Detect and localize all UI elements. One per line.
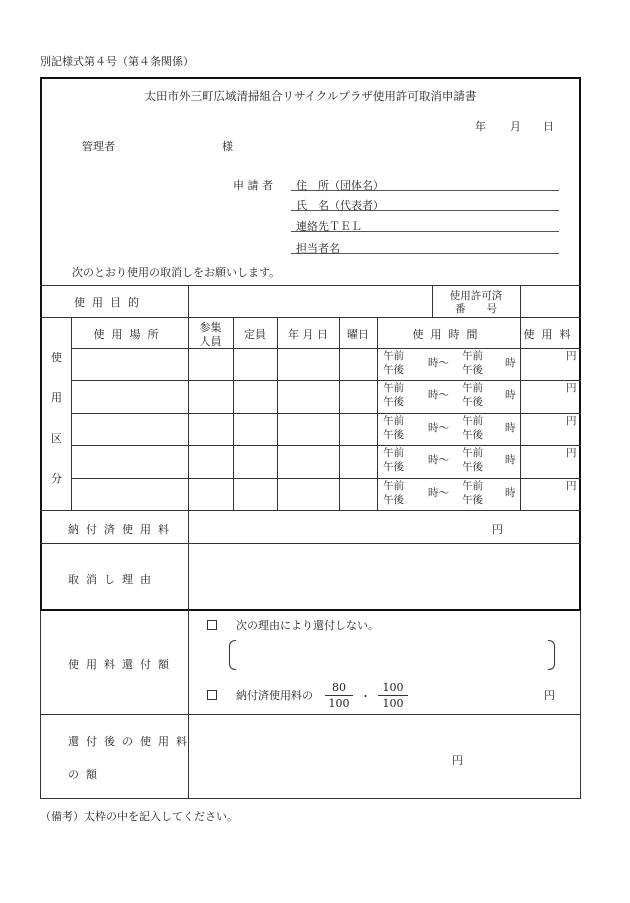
date-cell[interactable] bbox=[278, 349, 339, 379]
hour-to-label: 時 bbox=[505, 357, 516, 369]
participants-cell[interactable] bbox=[189, 381, 233, 411]
cancel-reason-input[interactable] bbox=[189, 544, 579, 610]
pm-label: 午後 bbox=[462, 429, 483, 441]
pm-label: 午後 bbox=[383, 364, 404, 376]
fee-cell[interactable] bbox=[521, 479, 565, 509]
form-title: 太田市外三町広域清掃組合リサイクルプラザ使用許可取消申請書 bbox=[144, 89, 477, 103]
fee-cell[interactable] bbox=[521, 446, 565, 476]
capacity-cell[interactable] bbox=[234, 446, 277, 476]
hour-from-label: 時〜 bbox=[428, 389, 449, 401]
applicant-name-line[interactable] bbox=[291, 210, 559, 211]
place-cell[interactable] bbox=[72, 381, 188, 411]
permit-number-input[interactable] bbox=[521, 286, 579, 317]
request-text: 次のとおり使用の取消しをお願いします。 bbox=[72, 266, 281, 279]
applicant-name-label: 氏 名（代表者） bbox=[296, 199, 384, 212]
after-refund-yen: 円 bbox=[452, 754, 463, 767]
place-cell[interactable] bbox=[72, 349, 188, 379]
applicant-address-line[interactable] bbox=[291, 190, 559, 191]
purpose-input[interactable] bbox=[189, 286, 431, 317]
after-refund-label-2: の額 bbox=[68, 768, 104, 781]
bracket-right bbox=[548, 640, 555, 670]
am-label: 午前 bbox=[383, 447, 404, 459]
fraction-1-numerator: 80 bbox=[332, 681, 346, 694]
refund-option-1-checkbox[interactable] bbox=[207, 620, 217, 630]
refund-reason-input[interactable] bbox=[238, 640, 543, 668]
date-cell[interactable] bbox=[278, 381, 339, 411]
permit-label-2: 番 号 bbox=[455, 303, 497, 315]
am-label: 午前 bbox=[462, 415, 483, 427]
hour-from-label: 時〜 bbox=[428, 422, 449, 434]
weekday-cell[interactable] bbox=[340, 381, 377, 411]
am-label: 午前 bbox=[383, 350, 404, 362]
am-label: 午前 bbox=[383, 480, 404, 492]
am-label: 午前 bbox=[383, 382, 404, 394]
capacity-cell[interactable] bbox=[234, 381, 277, 411]
hour-to-label: 時 bbox=[505, 422, 516, 434]
col-fee-header: 使用料 bbox=[523, 328, 578, 341]
applicant-address-label: 住 所（団体名） bbox=[296, 179, 384, 192]
divider bbox=[40, 317, 581, 318]
refund-option-2-label: 納付済使用料の bbox=[236, 689, 313, 702]
participants-cell[interactable] bbox=[189, 414, 233, 444]
participants-cell[interactable] bbox=[189, 349, 233, 379]
form-header-note: 別記様式第４号（第４条関係） bbox=[40, 55, 194, 68]
am-label: 午前 bbox=[462, 350, 483, 362]
col-weekday-header: 曜日 bbox=[347, 328, 369, 341]
applicant-tel-label: 連絡先ＴＥＬ bbox=[296, 220, 362, 233]
participants-cell[interactable] bbox=[189, 479, 233, 509]
pm-label: 午後 bbox=[383, 429, 404, 441]
date-cell[interactable] bbox=[278, 414, 339, 444]
footnote: （備考）太枠の中を記入してください。 bbox=[40, 810, 238, 823]
am-label: 午前 bbox=[462, 382, 483, 394]
fraction-bar bbox=[378, 695, 408, 696]
weekday-cell[interactable] bbox=[340, 446, 377, 476]
after-refund-label-1: 還付後の使用料 bbox=[68, 735, 194, 748]
date-cell[interactable] bbox=[278, 446, 339, 476]
cancel-reason-label: 取消し理由 bbox=[68, 573, 158, 586]
fraction-separator: ・ bbox=[360, 690, 371, 703]
hour-to-label: 時 bbox=[505, 487, 516, 499]
weekday-cell[interactable] bbox=[340, 349, 377, 379]
capacity-cell[interactable] bbox=[234, 414, 277, 444]
pm-label: 午後 bbox=[383, 494, 404, 506]
permit-label-1: 使用許可済 bbox=[449, 290, 503, 302]
pm-label: 午後 bbox=[462, 364, 483, 376]
pm-label: 午後 bbox=[462, 494, 483, 506]
am-label: 午前 bbox=[383, 415, 404, 427]
paid-fee-label: 納付済使用料 bbox=[68, 523, 176, 536]
hour-from-label: 時〜 bbox=[428, 357, 449, 369]
capacity-cell[interactable] bbox=[234, 479, 277, 509]
applicant-tel-line[interactable] bbox=[291, 231, 559, 232]
hour-to-label: 時 bbox=[505, 454, 516, 466]
fee-yen-label: 円 bbox=[566, 415, 577, 427]
date-year-label: 年 bbox=[475, 120, 486, 133]
pm-label: 午後 bbox=[383, 461, 404, 473]
fee-cell[interactable] bbox=[521, 414, 565, 444]
col-capacity-header: 定員 bbox=[244, 328, 266, 341]
col-time-header: 使用時間 bbox=[412, 328, 485, 341]
date-day-label: 日 bbox=[543, 120, 554, 133]
col-participants-header-1: 参集 bbox=[199, 321, 222, 334]
am-label: 午前 bbox=[462, 447, 483, 459]
section-label-char: 用 bbox=[51, 391, 62, 404]
capacity-cell[interactable] bbox=[234, 349, 277, 379]
am-label: 午前 bbox=[462, 480, 483, 492]
fee-cell[interactable] bbox=[521, 349, 565, 379]
fee-cell[interactable] bbox=[521, 381, 565, 411]
fee-yen-label: 円 bbox=[566, 447, 577, 459]
date-cell[interactable] bbox=[278, 479, 339, 509]
paid-fee-yen: 円 bbox=[492, 523, 503, 536]
col-date-header: 年 月 日 bbox=[288, 328, 328, 341]
section-label-char: 区 bbox=[51, 432, 62, 445]
pm-label: 午後 bbox=[383, 396, 404, 408]
participants-cell[interactable] bbox=[189, 446, 233, 476]
fee-yen-label: 円 bbox=[566, 480, 577, 492]
manager-label: 管理者 bbox=[82, 140, 115, 153]
applicant-person-line[interactable] bbox=[291, 253, 559, 254]
place-cell[interactable] bbox=[72, 479, 188, 509]
fee-yen-label: 円 bbox=[566, 350, 577, 362]
bracket-left bbox=[229, 640, 236, 670]
paid-fee-input[interactable] bbox=[189, 511, 489, 543]
refund-option-1-label: 次の理由により還付しない。 bbox=[236, 619, 379, 632]
date-month-label: 月 bbox=[510, 120, 521, 133]
col-participants-header-2: 人員 bbox=[199, 335, 222, 348]
weekday-cell[interactable] bbox=[340, 479, 377, 509]
place-cell[interactable] bbox=[72, 446, 188, 476]
pm-label: 午後 bbox=[462, 461, 483, 473]
refund-label: 使用料還付額 bbox=[68, 658, 176, 671]
after-refund-input[interactable] bbox=[189, 715, 449, 798]
applicant-person-label: 担当者名 bbox=[296, 242, 340, 255]
hour-from-label: 時〜 bbox=[428, 454, 449, 466]
purpose-label: 使用目的 bbox=[74, 296, 146, 309]
fraction-2-numerator: 100 bbox=[382, 681, 404, 694]
fraction-1-denominator: 100 bbox=[328, 697, 350, 710]
col-place-header: 使用場所 bbox=[93, 328, 166, 341]
section-label-char: 分 bbox=[51, 472, 62, 485]
fraction-2-denominator: 100 bbox=[382, 697, 404, 710]
pm-label: 午後 bbox=[462, 396, 483, 408]
sama-label: 様 bbox=[222, 140, 233, 153]
section-label-char: 使 bbox=[51, 351, 62, 364]
applicant-label: 申 請 者 bbox=[233, 179, 273, 192]
weekday-cell[interactable] bbox=[340, 414, 377, 444]
hour-from-label: 時〜 bbox=[428, 487, 449, 499]
refund-option-2-checkbox[interactable] bbox=[207, 690, 217, 700]
fraction-bar bbox=[325, 695, 353, 696]
fee-yen-label: 円 bbox=[566, 382, 577, 394]
refund-yen: 円 bbox=[544, 689, 555, 702]
hour-to-label: 時 bbox=[505, 389, 516, 401]
place-cell[interactable] bbox=[72, 414, 188, 444]
